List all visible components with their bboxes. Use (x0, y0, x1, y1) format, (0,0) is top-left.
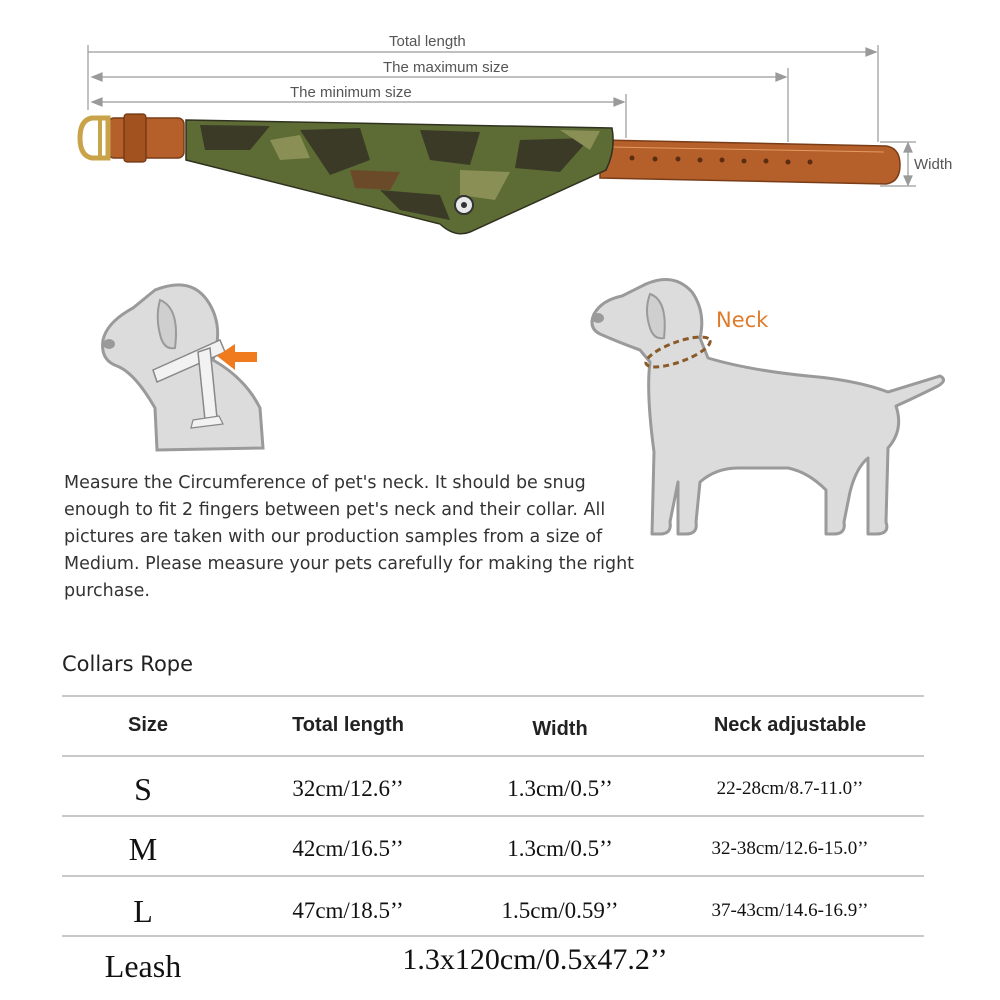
table-divider (62, 755, 924, 757)
row-s-width: 1.3cm/0.5’’ (507, 776, 613, 801)
header-width: Width (532, 717, 588, 740)
row-m-neck: 32-38cm/12.6-15.0’’ (711, 838, 869, 859)
dog-head-measuring-illustration (95, 278, 285, 458)
row-s-total-length: 32cm/12.6’’ (292, 776, 404, 801)
maximum-size-label: The maximum size (383, 59, 509, 76)
width-label: Width (914, 156, 953, 173)
row-m-width: 1.3cm/0.5’’ (507, 836, 613, 861)
header-neck-adjustable: Neck adjustable (713, 713, 867, 736)
measuring-instructions: Measure the Circumference of pet's neck. It should be snug enough to fit 2 fingers between pet's neck and their collar. All pictures are taken with our production samples from a size of Medium. Please measure your pets carefully for making the right purchase. (64, 473, 635, 601)
header-total-length: Total length (292, 713, 404, 736)
row-s-size: S (134, 770, 152, 807)
leather-strap (600, 140, 900, 184)
table-divider (62, 815, 924, 817)
row-m-total-length: 42cm/16.5’’ (292, 836, 404, 861)
row-m-size: M (128, 830, 158, 867)
row-l-width: 1.5cm/0.59’’ (501, 898, 619, 923)
row-l-total-length: 47cm/18.5’’ (292, 898, 404, 923)
header-size: Size (127, 713, 169, 736)
buckle-icon (80, 118, 108, 158)
leash-value: 1.3x120cm/0.5x47.2’’ (402, 943, 668, 976)
table-divider (62, 875, 924, 877)
row-l-neck: 37-43cm/14.6-16.9’’ (711, 900, 869, 921)
total-length-label: Total length (389, 33, 466, 50)
collar-diagram (0, 0, 1000, 250)
neck-label: Neck (716, 308, 769, 332)
leash-label: Leash (104, 947, 182, 984)
table-title: Collars Rope (62, 652, 194, 676)
row-l-size: L (133, 892, 153, 929)
minimum-size-label: The minimum size (290, 84, 412, 101)
table-divider (62, 695, 924, 697)
row-s-neck: 22-28cm/8.7-11.0’’ (716, 778, 864, 799)
